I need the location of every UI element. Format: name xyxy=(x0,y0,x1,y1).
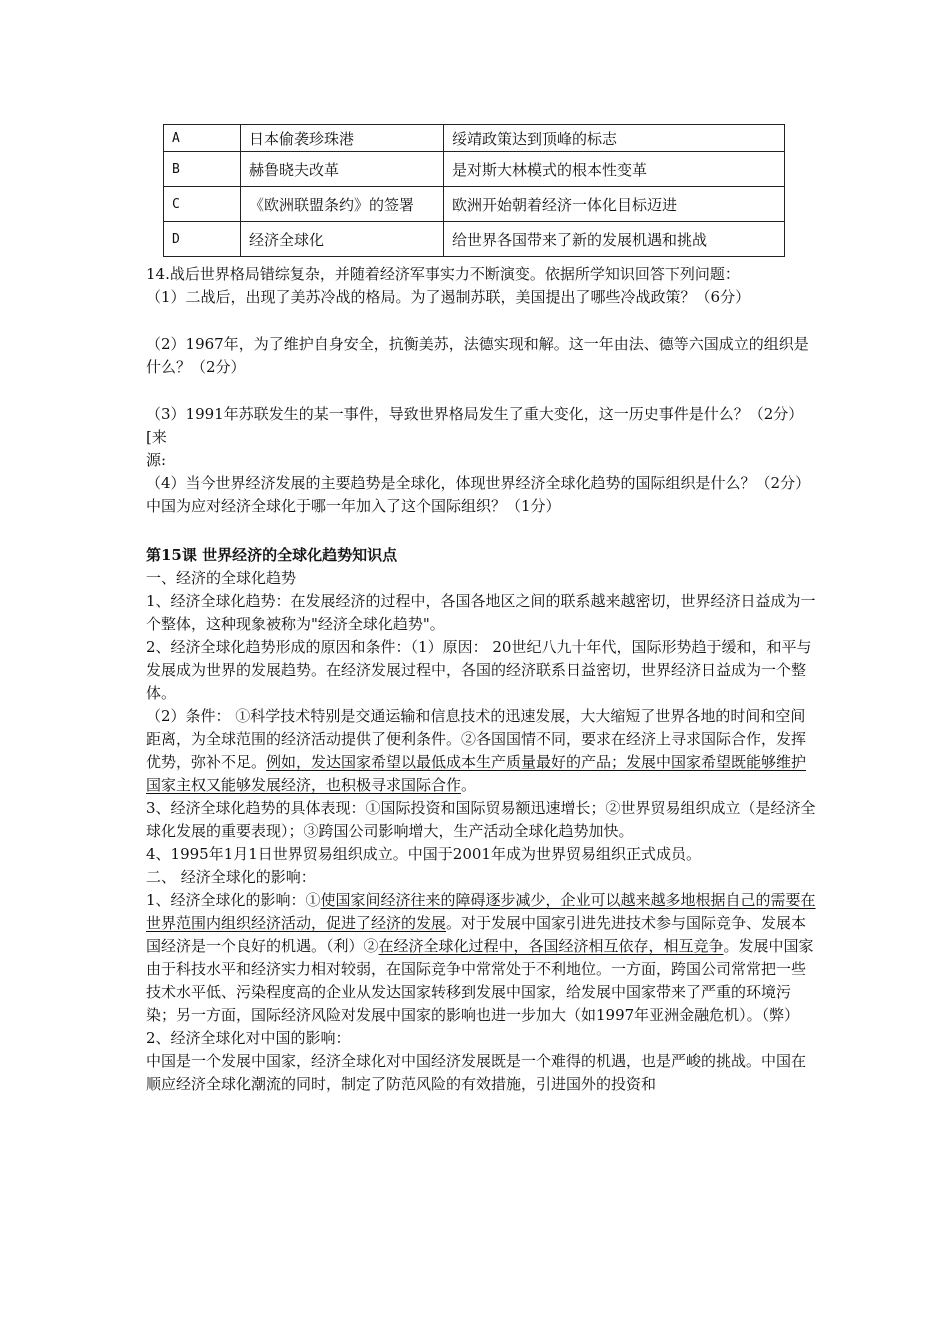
option-description: 绥靖政策达到顶峰的标志 xyxy=(444,125,785,152)
option-letter: A xyxy=(164,125,241,152)
lesson-title: 第15课 世界经济的全球化趋势知识点 xyxy=(146,546,398,564)
question-14-part-1: （1）二战后，出现了美苏冷战的格局。为了遏制苏联，美国提出了哪些冷战政策？（6分） xyxy=(146,288,751,306)
underlined-text: 例如，发达国家希望以最低成本生产质量最好的产品；发展中国家希望既能够维护国家主权又能够发展经济，也积极寻求国际合作 xyxy=(146,753,807,794)
text-run: 1、经济全球化的影响：① xyxy=(146,891,321,909)
options-table xyxy=(163,124,785,257)
table-row xyxy=(164,187,785,222)
option-letter: D xyxy=(164,222,241,257)
paragraph: 4、1995年1月1日世界贸易组织成立。中国于2001年成为世界贸易组织正式成员。 xyxy=(146,845,701,863)
paragraph: 1、经济全球化趋势：在发展经济的过程中，各国各地区之间的联系越来越密切，世界经济日益成为一个整体，这种现象被称为"经济全球化趋势"。 xyxy=(146,592,816,633)
option-event: 赫鲁晓夫改革 xyxy=(241,152,444,187)
section-heading: 二、 经济全球化的影响： xyxy=(146,868,316,886)
option-letter: C xyxy=(164,187,241,222)
table-row xyxy=(164,222,785,257)
text-run: 。 xyxy=(461,776,477,794)
option-letter: B xyxy=(164,152,241,187)
option-description: 欧洲开始朝着经济一体化目标迈进 xyxy=(444,187,785,222)
option-description: 是对斯大林模式的根本性变革 xyxy=(444,152,785,187)
text-run: （2）条件： ①科学技术特别是交通运输和信息技术的迅速发展，大大缩短了世界各地的时间和空间距离，为全球范围的经济活动提供了便利条件。②各国国情不同，要求在经济上寻求国际合作，发挥优势，弥补不足。 xyxy=(146,707,807,771)
body-text xyxy=(146,263,816,1096)
table-row xyxy=(164,152,785,187)
paragraph: 2、经济全球化对中国的影响： xyxy=(146,1029,351,1047)
section-heading: 一、经济的全球化趋势 xyxy=(146,569,297,587)
question-14-part-4: （4）当今世界经济发展的主要趋势是全球化，体现世界经济全球化趋势的国际组织是什么？（2分）中国为应对经济全球化于哪一年加入了这个国际组织？（1分） xyxy=(146,474,811,515)
option-event: 日本偷袭珍珠港 xyxy=(241,125,444,152)
table-row xyxy=(164,125,785,152)
question-14-part-3: （3）1991年苏联发生的某一事件，导致世界格局发生了重大变化，这一历史事件是什么？（2分）[来 xyxy=(146,405,804,446)
paragraph xyxy=(146,705,816,797)
option-event: 经济全球化 xyxy=(241,222,444,257)
option-description: 给世界各国带来了新的发展机遇和挑战 xyxy=(444,222,785,257)
paragraph: 中国是一个发展中国家，经济全球化对中国经济发展既是一个难得的机遇，也是严峻的挑战。中国在顺应经济全球化潮流的同时，制定了防范风险的有效措施，引进国外的投资和 xyxy=(146,1052,807,1093)
option-event: 《欧洲联盟条约》的签署 xyxy=(241,187,444,222)
paragraph: 3、经济全球化趋势的具体表现：①国际投资和国际贸易额迅速增长；②世界贸易组织成立（是经济全球化发展的重要表现）；③跨国公司影响增大，生产活动全球化趋势加快。 xyxy=(146,799,816,840)
text-run: 。对于发展中国家引进先进技术参与国际竞争、发展本国经济是一个良好的机遇。（利）② xyxy=(146,914,807,955)
question-14-stem: 14.战后世界格局错综复杂，并随着经济军事实力不断演变。依据所学知识回答下列问题： xyxy=(146,265,740,283)
text-run: 。发展中国家由于科技水平和经济实力相对较弱，在国际竞争中常常处于不利地位。一方面，跨国公司常常把一些技术水平低、污染程度高的企业从发达国家转移到发展中国家，给发展中国家带来了严重的环境污染；另一方面，国际经济风险对发展中国家的影响也进一步加大（如1997年亚洲金融危机）。（弊） xyxy=(146,937,814,1024)
paragraph: 2、经济全球化趋势形成的原因和条件：（1）原因： 20世纪八九十年代，国际形势趋于缓和，和平与发展成为世界的发展趋势。在经济发展过程中，各国的经济联系日益密切，世界经济日益成为一个整体。 xyxy=(146,638,812,702)
question-14-part-3-cont: 源: xyxy=(146,451,167,469)
paragraph xyxy=(146,889,816,1027)
underlined-text: 使国家间经济往来的障碍逐步减少，企业可以越来越多地根据自己的需要在世界范围内组织经济活动，促进了经济的发展 xyxy=(146,891,816,932)
underlined-text: 在经济全球化过程中，各国经济相互依存，相互竞争 xyxy=(378,937,724,955)
question-14-part-2: （2）1967年，为了维护自身安全，抗衡美苏，法德实现和解。这一年由法、德等六国成立的组织是什么？（2分） xyxy=(146,335,809,376)
